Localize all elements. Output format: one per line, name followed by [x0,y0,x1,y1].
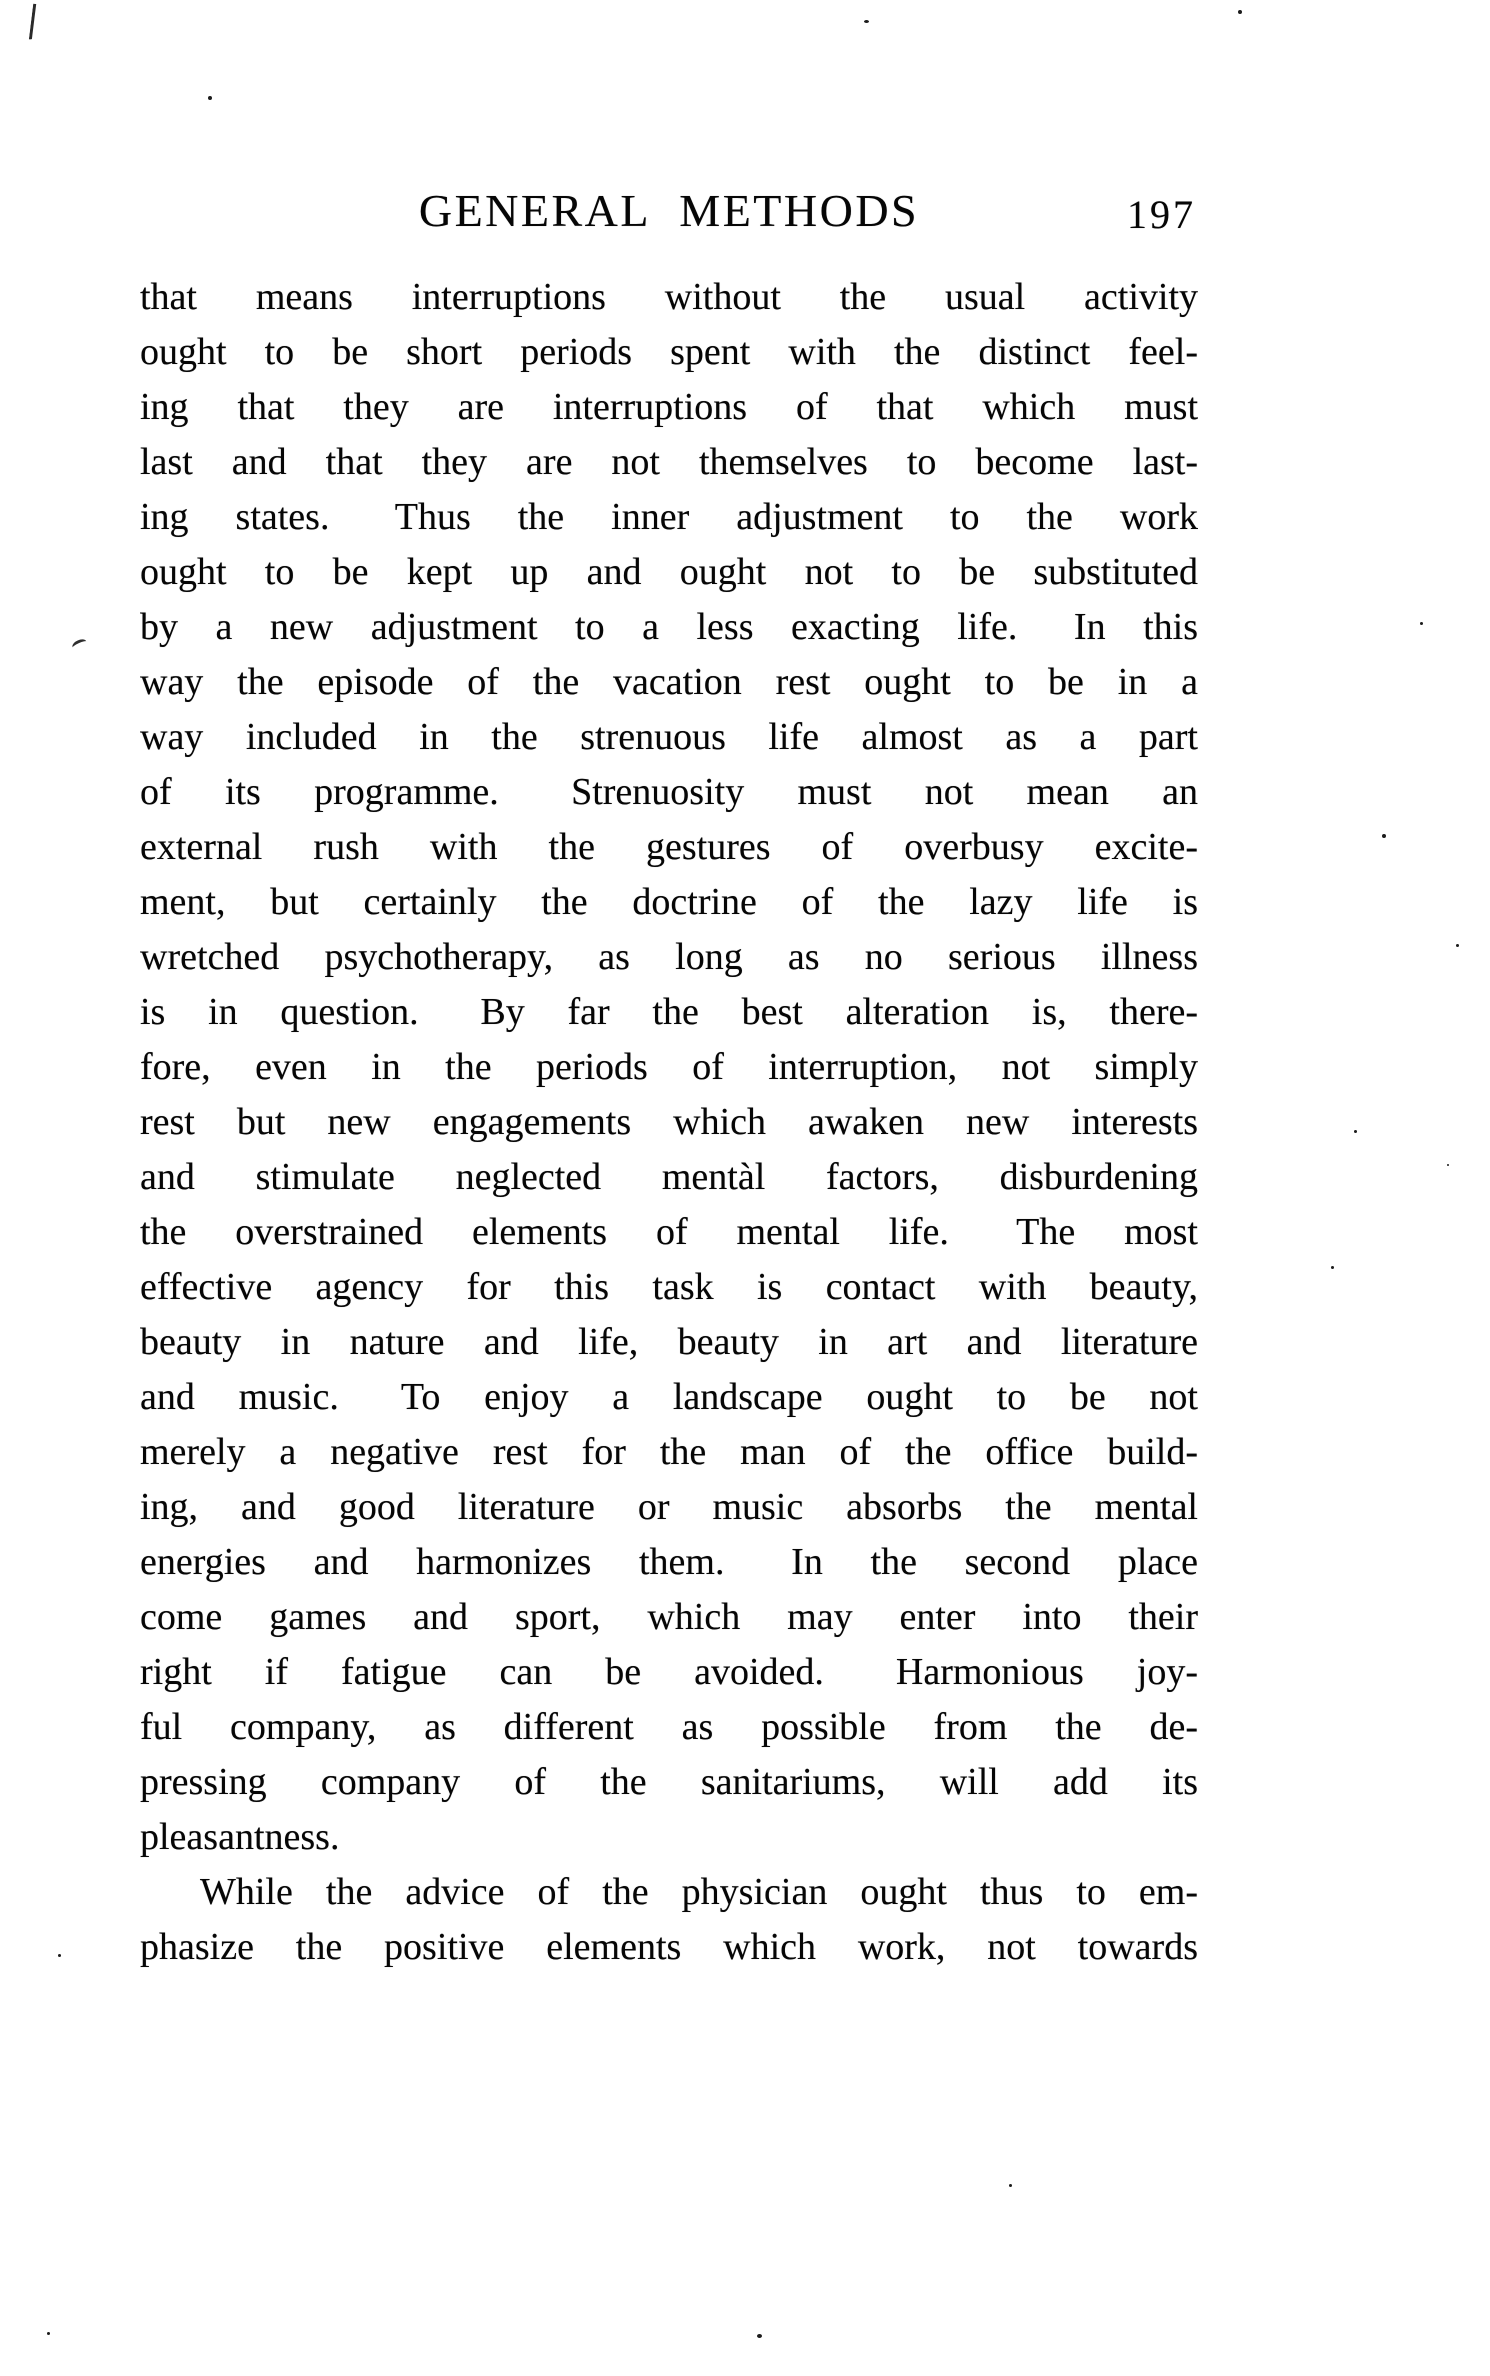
text-line: ought to be short periods spent with the distinct feel- [140,331,1198,373]
text-line: fore, even in the periods of interruption, not simply [140,1046,1198,1088]
body-text [140,270,1198,1975]
text-line: by a new adjustment to a less exacting life. In this [140,606,1198,648]
scan-artifact [71,637,88,651]
scan-artifact [1009,2184,1012,2187]
text-line: right if fatigue can be avoided. Harmonious joy- [140,1651,1198,1693]
scan-artifact [1382,834,1386,838]
text-line: the overstrained elements of mental life. The most [140,1211,1198,1253]
text-line: external rush with the gestures of overbusy excite- [140,826,1198,868]
text-line: come games and sport, which may enter into their [140,1596,1198,1638]
text-line: phasize the positive elements which work, not towards [140,1926,1198,1968]
page-number: 197 [1127,192,1196,237]
text-line: of its programme. Strenuosity must not mean an [140,771,1198,813]
scan-artifact [864,20,869,23]
text-line: ing states. Thus the inner adjustment to the work [140,496,1198,538]
text-line: way included in the strenuous life almost as a part [140,716,1198,758]
text-line: effective agency for this task is contact with beauty, [140,1266,1198,1308]
scan-artifact [1447,1164,1449,1166]
scan-artifact [47,2332,50,2335]
text-line: last and that they are not themselves to become last- [140,441,1198,483]
text-line: is in question. By far the best alteration is, there- [140,991,1198,1033]
text-line: ful company, as different as possible from the de- [140,1706,1198,1748]
text-line: pressing company of the sanitariums, will add its [140,1761,1198,1803]
text-line: and music. To enjoy a landscape ought to be not [140,1376,1198,1418]
scan-artifact [58,1954,61,1957]
text-line: ing, and good literature or music absorbs the mental [140,1486,1198,1528]
scan-artifact [1354,1130,1357,1133]
text-line: merely a negative rest for the man of the office build- [140,1431,1198,1473]
text-line: pleasantness. [140,1816,340,1858]
scan-artifact [1456,944,1459,947]
text-line: ought to be kept up and ought not to be substituted [140,551,1198,593]
scan-artifact [1331,1266,1334,1269]
text-line: While the advice of the physician ought thus to em- [200,1871,1198,1913]
page-header [140,184,1198,242]
scan-artifact [1420,622,1423,625]
text-line: way the episode of the vacation rest ought to be in a [140,661,1198,703]
scan-artifact [29,4,42,41]
text-line: wretched psychotherapy, as long as no serious illness [140,936,1198,978]
text-line: rest but new engagements which awaken new interests [140,1101,1198,1143]
text-line: beauty in nature and life, beauty in art and literature [140,1321,1198,1363]
text-line: energies and harmonizes them. In the second place [140,1541,1198,1583]
paragraph-1 [140,270,1198,1865]
scan-artifact [1238,10,1242,14]
running-title: GENERAL METHODS [418,185,920,236]
text-line: and stimulate neglected mentàl factors, disburdening [140,1156,1198,1198]
scan-artifact [208,96,212,100]
paragraph-2 [140,1865,1198,1975]
scan-artifact [757,2334,762,2338]
text-line: ing that they are interruptions of that which must [140,386,1198,428]
text-line: that means interruptions without the usual activity [140,276,1198,318]
text-line: ment, but certainly the doctrine of the lazy life is [140,881,1198,923]
